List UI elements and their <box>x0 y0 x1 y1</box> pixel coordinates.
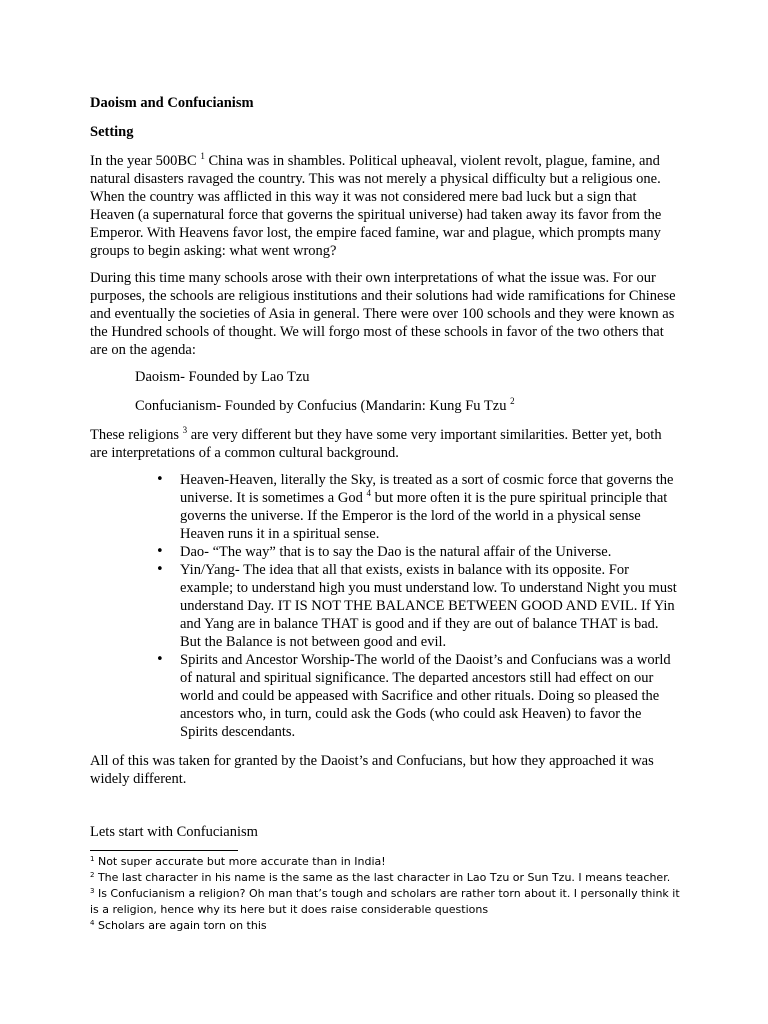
footnote-ref-2[interactable]: 2 <box>510 396 515 406</box>
footnote-ref-3[interactable]: 3 <box>182 425 188 435</box>
document-title: Daoism and Confucianism <box>90 95 254 111</box>
concepts-bullet-list <box>90 471 680 741</box>
footnote-3 <box>90 886 680 918</box>
paragraph-schools: During this time many schools arose with their own interpretations of what the issue was. For our purposes, the schools are religious institutions and their solutions had wide ramifications for Chinese and eventually the societies of Asia in general. There were over 100 schools and they were known as the Hundred schools of thought. We will forgo most of these schools in favor of the two others that are on the agenda: <box>90 270 676 358</box>
footnote-text: Scholars are again torn on this <box>94 919 267 932</box>
footnote-4 <box>90 918 680 934</box>
bullet-yinyang: • Yin/Yang- The idea that all that exists, exists in balance with its opposite. For example; to understand high you must understand low. To understand Night you must understand Day. IT IS NOT THE BALANCE BETWEEN GOOD AND EVIL. If Yin and Yang are in balance THAT is good and if they are out of balance THAT is bad. But the Balance is not between good and evil. <box>180 561 680 651</box>
footnote-2 <box>90 870 680 886</box>
footnote-text: Not super accurate but more accurate than in India! <box>94 855 386 868</box>
bullet-heaven <box>180 471 680 543</box>
paragraph-religions <box>90 426 680 462</box>
paragraph-intro-text-start: In the year 500BC <box>90 153 201 169</box>
paragraph-intro-text-end: China was in shambles. Political upheaval, violent revolt, plague, famine, and natural disasters ravaged the country. This was not merely a physical difficulty but a religious one. When the country was afflicted in this way it was not considered mere bad luck but a sign that Heaven (a supernatural force that governs the spiritual universe) had taken away its favor from the Emperor. With Heavens favor lost, the empire faced famine, war and plague, which prompts many groups to begin asking: what went wrong? <box>90 153 662 259</box>
paragraph-religions-text-end: are very different but they have some very important similarities. Better yet, both are interpretations of a common cultural background. <box>90 427 662 461</box>
paragraph-approach: All of this was taken for granted by the Daoist’s and Confucians, but how they approached it was widely different. <box>90 753 654 787</box>
footnotes <box>90 854 680 934</box>
footnote-ref-4[interactable]: 4 <box>366 488 371 498</box>
confucianism-line <box>135 397 680 415</box>
footnote-number: 3 <box>90 887 95 895</box>
footnote-text: The last character in his name is the same as the last character in Lao Tzu or Sun Tzu. I means teacher. <box>94 871 671 884</box>
footnote-text: Is Confucianism a religion? Oh man that’s tough and scholars are rather torn about it. I personally think it is a religion, hence why its here but it does raise considerable questions <box>90 887 680 916</box>
footnote-number: 2 <box>90 871 95 879</box>
footnote-ref-1[interactable]: 1 <box>200 151 205 161</box>
section-heading-setting: Setting <box>90 124 134 140</box>
footnote-number: 1 <box>90 855 95 863</box>
bullet-heaven-text-start: Heaven-Heaven, literally the Sky, is treated as a sort of cosmic force that governs the universe. It is sometimes a God <box>180 472 674 506</box>
paragraph-intro <box>90 152 680 260</box>
bullet-dao: • Dao- “The way” that is to say the Dao is the natural affair of the Universe. <box>180 543 680 561</box>
bullet-heaven-text-end: but more often it is the pure spiritual principle that governs the universe. If the Emperor is the lord of the world in a physical sense Heaven runs it in a spiritual sense. <box>180 490 668 542</box>
paragraph-confucianism-start: Lets start with Confucianism <box>90 824 258 840</box>
bullet-spirits: • Spirits and Ancestor Worship-The world of the Daoist’s and Confucians was a world of natural and spiritual significance. The departed ancestors still had effect on our world and could be appeased with Sacrifice and other rituals. Doing so pleased the ancestors who, in turn, could ask the Gods (who could ask Heaven) to favor the Spirits descendants. <box>180 651 680 741</box>
footnote-number: 4 <box>90 919 95 927</box>
document-page <box>90 94 680 934</box>
footnote-1 <box>90 854 680 870</box>
daoism-line: Daoism- Founded by Lao Tzu <box>135 369 310 385</box>
confucianism-line-text: Confucianism- Founded by Confucius (Mandarin: Kung Fu Tzu <box>135 398 511 414</box>
footnote-separator <box>90 850 238 851</box>
paragraph-religions-text-start: These religions <box>90 427 183 443</box>
spacer <box>90 797 680 823</box>
